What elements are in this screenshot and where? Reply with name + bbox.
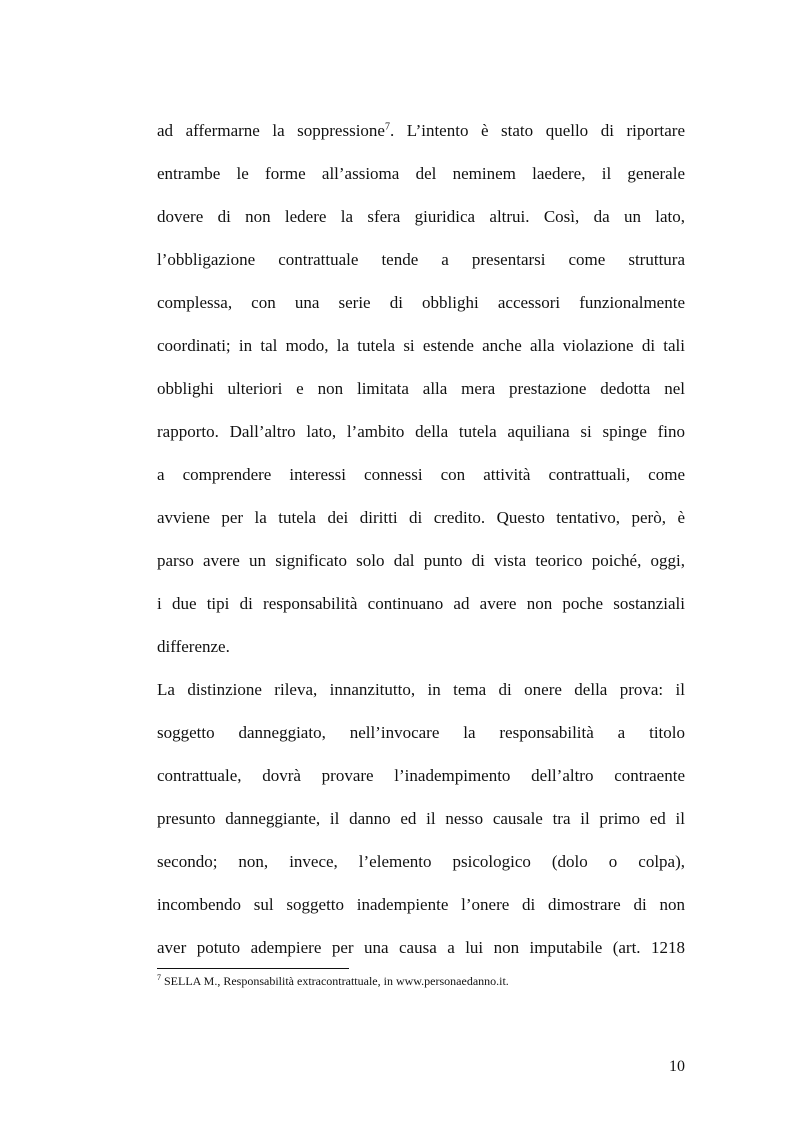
text-line: avviene per la tutela dei diritti di credito. Questo tentativo, però, è xyxy=(157,508,685,527)
body-text xyxy=(157,113,685,973)
text-line-start: ad affermarne la soppressione xyxy=(157,121,385,140)
text-line: soggetto danneggiato, nell’invocare la responsabilità a titolo xyxy=(157,723,685,742)
text-line: dovere di non ledere la sfera giuridica altrui. Così, da un lato, xyxy=(157,207,685,226)
text-line: complessa, con una serie di obblighi accessori funzionalmente xyxy=(157,293,685,312)
text-line: presunto danneggiante, il danno ed il nesso causale tra il primo ed il xyxy=(157,809,685,828)
text-line: rapporto. Dall’altro lato, l’ambito della tutela aquiliana si spinge fino xyxy=(157,422,685,441)
text-line: incombendo sul soggetto inadempiente l’onere di dimostrare di non xyxy=(157,895,685,914)
footnote xyxy=(157,972,685,990)
text-line: La distinzione rileva, innanzitutto, in tema di onere della prova: il xyxy=(157,680,685,699)
text-line: entrambe le forme all’assioma del neminem laedere, il generale xyxy=(157,164,685,183)
page-number: 10 xyxy=(669,1058,685,1075)
footnote-number: 7 xyxy=(157,973,161,982)
text-line: coordinati; in tal modo, la tutela si estende anche alla violazione di tali xyxy=(157,336,685,355)
text-line: differenze. xyxy=(157,637,230,656)
text-line: a comprendere interessi connessi con attività contrattuali, come xyxy=(157,465,685,484)
footnote-separator xyxy=(157,968,349,969)
text-line: secondo; non, invece, l’elemento psicologico (dolo o colpa), xyxy=(157,852,685,871)
footnote-text: SELLA M., Responsabilità extracontrattuale, in www.personaedanno.it. xyxy=(161,974,509,988)
text-line-end: . L’intento è stato quello di riportare xyxy=(389,121,685,140)
footnote-reference[interactable]: 7 xyxy=(384,121,390,133)
text-line: parso avere un significato solo dal punto di vista teorico poiché, oggi, xyxy=(157,551,685,570)
text-line xyxy=(157,113,685,156)
text-line: l’obbligazione contrattuale tende a presentarsi come struttura xyxy=(157,250,685,269)
text-line: aver potuto adempiere per una causa a lui non imputabile (art. 1218 xyxy=(157,938,685,957)
text-line: contrattuale, dovrà provare l’inadempimento dell’altro contraente xyxy=(157,766,685,785)
text-line: i due tipi di responsabilità continuano ad avere non poche sostanziali xyxy=(157,594,685,613)
text-line: obblighi ulteriori e non limitata alla mera prestazione dedotta nel xyxy=(157,379,685,398)
